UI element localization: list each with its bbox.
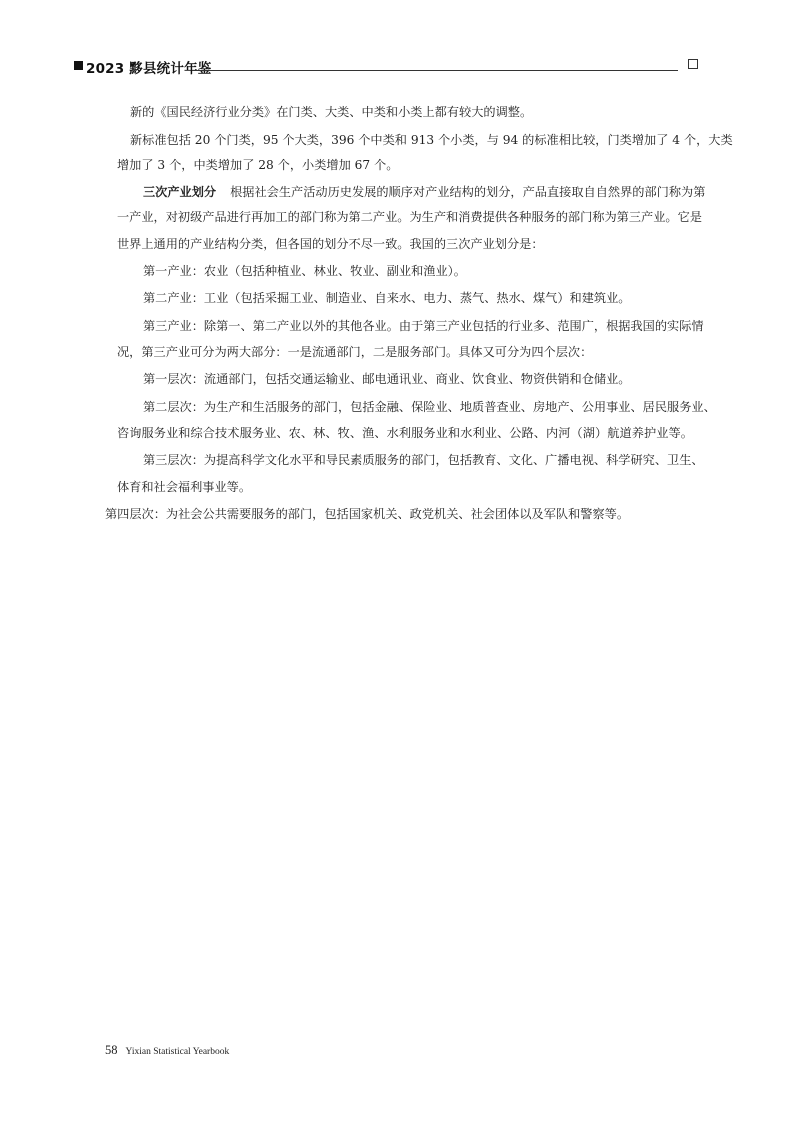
paragraph-line: 第三层次：为提高科学文化水平和导民素质服务的部门，包括教育、文化、广播电视、科学研究、卫生、 (143, 453, 704, 467)
paragraph-line: 世界上通用的产业结构分类，但各国的划分不尽一致。我国的三次产业划分是： (117, 237, 544, 251)
page-number: 58 (105, 1043, 118, 1057)
paragraph-line (143, 183, 705, 201)
paragraph-line: 新标准包括 20 个门类，95 个大类，396 个中类和 913 个小类，与 94 的标准相比较，门类增加了 4 个，大类 (130, 133, 733, 147)
page-footer (105, 1039, 229, 1058)
paragraph-line: 第三产业：除第一、第二产业以外的其他各业。由于第三产业包括的行业多、范围广，根据我国的实际情 (143, 319, 704, 333)
paragraph-line: 第二层次：为生产和生活服务的部门，包括金融、保险业、地质普查业、房地产、公用事业、居民服务业、 (143, 400, 716, 414)
footer-text: Yixian Statistical Yearbook (125, 1047, 230, 1057)
header-box-icon (688, 59, 698, 69)
page-header (74, 55, 700, 75)
paragraph-line: 第一层次：流通部门，包括交通运输业、邮电通讯业、商业、饮食业、物资供销和仓储业。 (143, 372, 631, 386)
paragraph-line: 第二产业：工业（包括采掘工业、制造业、自来水、电力、蒸气、热水、煤气）和建筑业。 (143, 291, 631, 305)
paragraph-line: 新的《国民经济行业分类》在门类、大类、中类和小类上都有较大的调整。 (130, 105, 533, 119)
paragraph-line: 一产业，对初级产品进行再加工的部门称为第二产业。为生产和消费提供各种服务的部门称为第三产业。它是 (117, 210, 702, 224)
paragraph-line: 体育和社会福利事业等。 (117, 480, 252, 494)
header-rule (192, 70, 678, 71)
paragraph-line: 咨询服务业和综合技术服务业、农、林、牧、渔、水利服务业和水利业、公路、内河（湖）航道养护业等。 (117, 426, 693, 440)
paragraph-line: 况，第三产业可分为两大部分：一是流通部门，二是服务部门。具体又可分为四个层次： (117, 345, 593, 359)
paragraph-text: 根据社会生产活动历史发展的顺序对产业结构的划分，产品直接取自自然界的部门称为第 (230, 185, 706, 199)
header-square-mark (74, 61, 83, 70)
paragraph-line: 第一产业：农业（包括种植业、林业、牧业、副业和渔业）。 (143, 264, 466, 278)
paragraph-line: 增加了 3 个，中类增加了 28 个，小类增加 67 个。 (117, 158, 399, 172)
header-title: 2023 黟县统计年鉴 (86, 61, 212, 77)
paragraph-line: 第四层次：为社会公共需要服务的部门，包括国家机关、政党机关、社会团体以及军队和警察等。 (105, 507, 630, 521)
term-heading: 三次产业划分 (143, 185, 217, 199)
